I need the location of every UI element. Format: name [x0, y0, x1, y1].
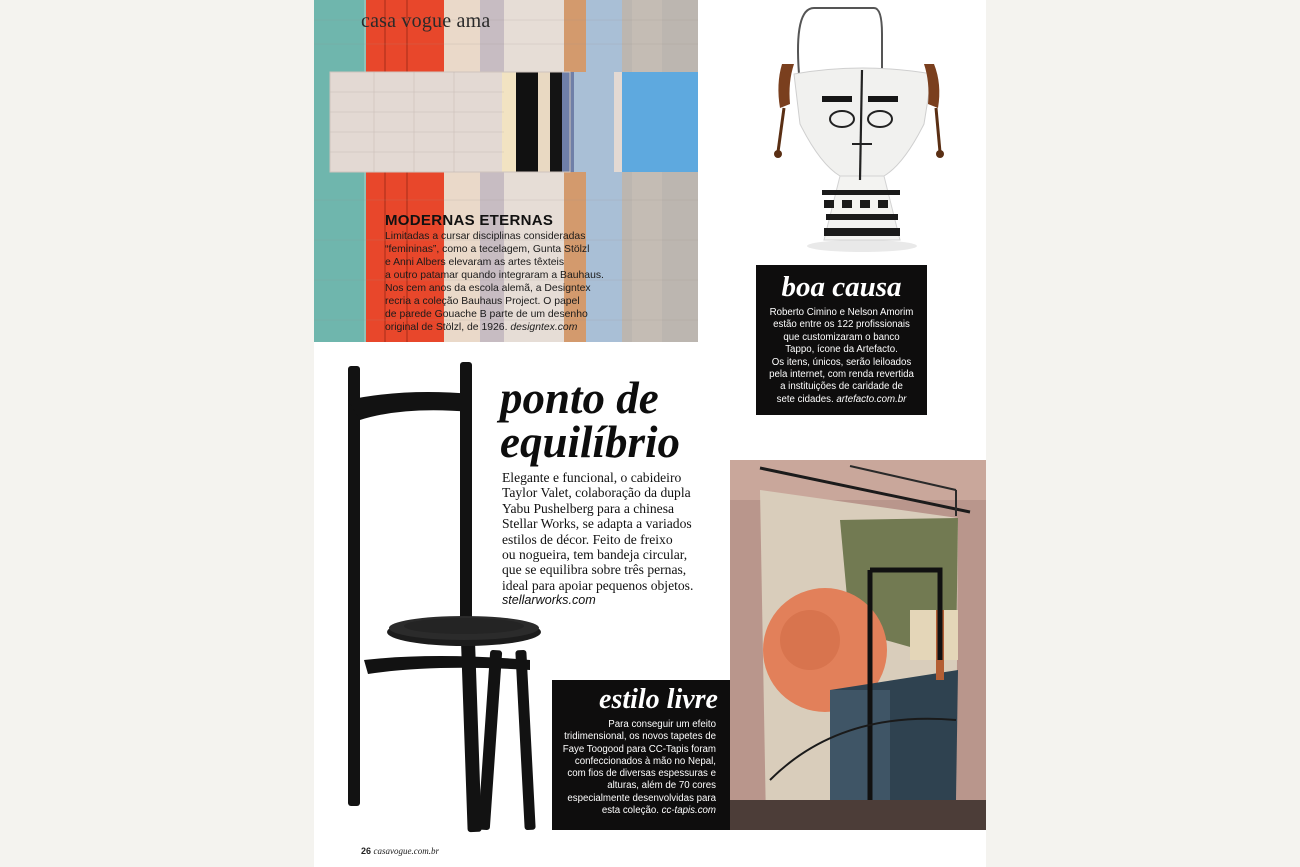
modernas-line: a outro patamar quando integraram a Bauhaus. — [385, 270, 604, 281]
boa-causa-line: Os itens, únicos, serão leiloados — [771, 356, 912, 368]
cc-tapis-rug-image — [730, 460, 986, 830]
modernas-body — [385, 230, 675, 334]
boa-causa-line: pela internet, com renda revertida — [769, 369, 914, 381]
estilo-livre-line: confeccionados à mão no Nepal, — [574, 755, 716, 767]
modernas-line: de parede Gouache B parte de um desenho — [385, 309, 588, 320]
ponto-line: que se equilibra sobre três pernas, — [502, 562, 687, 578]
ponto-body — [502, 470, 732, 609]
estilo-livre-title: estilo livre — [599, 684, 718, 715]
boa-causa-line: estão entre os 122 profissionais — [773, 319, 910, 331]
ponto-line: Elegante e funcional, o cabideiro — [502, 470, 682, 485]
ponto-line: Taylor Valet, colaboração da dupla — [502, 485, 691, 501]
folio-site: casavogue.com.br — [373, 846, 440, 856]
modernas-line: Limitadas a cursar disciplinas consideradas — [385, 231, 586, 242]
ponto-line: ideal para apoiar pequenos objetos. — [502, 577, 694, 593]
estilo-livre-line: especialmente desenvolvidas para — [567, 792, 716, 804]
modernas-line — [385, 321, 675, 334]
boa-causa-link[interactable]: artefacto.com.br — [836, 393, 907, 405]
ponto-title-line: ponto de — [500, 373, 659, 423]
estilo-livre-box — [552, 680, 730, 830]
page-folio — [361, 846, 439, 856]
painted-stool-graphic — [754, 4, 964, 254]
estilo-livre-line: Faye Toogood para CC-Tapis foram — [562, 743, 716, 755]
ponto-title — [500, 373, 681, 467]
modernas-line: e Anni Albers elevaram as artes têxteis — [385, 257, 565, 268]
ponto-line: Stellar Works, se adapta a variados — [502, 516, 692, 532]
boa-causa-line — [760, 394, 923, 406]
estilo-livre-line — [556, 805, 716, 817]
boa-causa-line: a instituições de caridade de — [780, 381, 903, 393]
estilo-livre-body — [556, 719, 716, 817]
magazine-page — [314, 0, 986, 867]
page-number: 26 — [361, 846, 372, 856]
boa-causa-line-text: sete cidades. — [776, 393, 834, 405]
ponto-link[interactable]: stellarworks.com — [502, 593, 596, 608]
estilo-livre-link[interactable]: cc-tapis.com — [661, 805, 716, 817]
modernas-line-text: original de Stölzl, de 1926. — [385, 322, 508, 333]
boa-causa-body — [760, 307, 923, 406]
boa-causa-line: que customizaram o banco — [783, 331, 900, 343]
modernas-headline: MODERNAS ETERNAS — [385, 212, 554, 229]
ponto-title-line: equilíbrio — [500, 417, 681, 467]
estilo-livre-line: Para conseguir um efeito — [608, 719, 716, 730]
boa-causa-line: Tappo, ícone da Artefacto. — [785, 344, 898, 356]
tappo-stool-image — [754, 4, 964, 254]
rug-hanging-graphic — [730, 460, 986, 830]
ponto-line: estilos de décor. Feito de freixo — [502, 531, 673, 547]
section-label: casa vogue ama — [361, 10, 491, 32]
modernas-line: recria a coleção Bauhaus Project. O papel — [385, 296, 580, 307]
ponto-line: ou nogueira, tem bandeja circular, — [502, 547, 688, 563]
estilo-livre-line-text: esta coleção. — [601, 805, 659, 817]
estilo-livre-line: com fios de diversas espessuras e — [567, 768, 716, 780]
ponto-line: Yabu Pushelberg para a chinesa — [502, 500, 675, 516]
boa-causa-box — [756, 265, 927, 415]
boa-causa-line: Roberto Cimino e Nelson Amorim — [769, 307, 914, 318]
estilo-livre-line: alturas, além de 70 cores — [607, 780, 716, 792]
estilo-livre-line: tridimensional, os novos tapetes de — [564, 731, 716, 743]
modernas-line: Nos cem anos da escola alemã, a Designtex — [385, 283, 591, 294]
modernas-line: “femininas”, como a tecelagem, Gunta Stölzl — [385, 244, 590, 255]
modernas-link[interactable]: designtex.com — [510, 322, 578, 333]
boa-causa-title: boa causa — [781, 271, 902, 303]
